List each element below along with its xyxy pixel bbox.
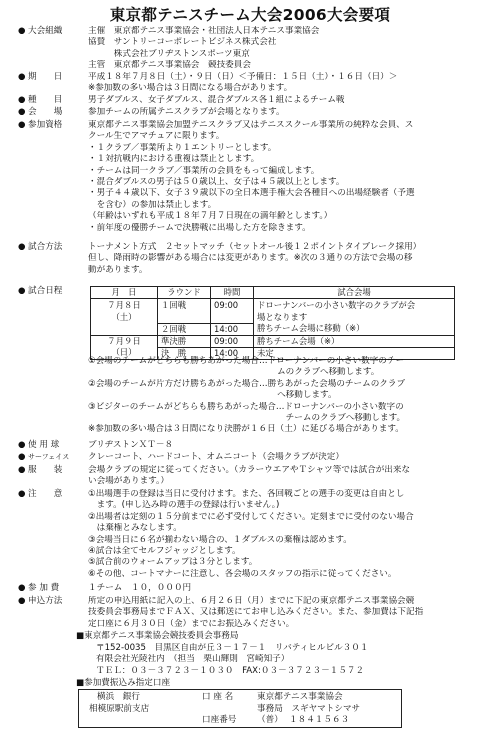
table-row: ２回戦 14:00 勝ちチーム会場に移動（※） [91, 323, 455, 335]
account-name: 東京都テニス事業協会 [257, 692, 343, 702]
bank-name: 横浜 銀行 [97, 692, 140, 702]
label-events: ● 種 目 [18, 95, 63, 105]
fee-body: １チーム １０，０００円 [88, 583, 192, 593]
label-format: ● 試合方法 [18, 242, 63, 252]
account-kana: 事務局 スギヤマトシマサ [257, 704, 361, 714]
label-surface: ● サーフェイス [18, 452, 70, 462]
label-eligibility: ● 参加資格 [18, 120, 63, 130]
table-row: ７月８日 １回戦 09:00 ドローナンバーの小さい数字のクラブが会 [91, 299, 455, 312]
label-attire: ● 服 装 [18, 465, 63, 475]
number-label: 口座番号 [202, 715, 237, 725]
bank-box [78, 689, 402, 728]
attire-body: 会場クラブの規定に従ってください。（カラーウエアやＴシャツ等では試合が出来な い会場があります。） [88, 465, 411, 487]
schedule-header-row: 月 日 ラウンド 時間 試合会場 [91, 287, 455, 299]
schedule-table [90, 286, 455, 360]
schedule-notes: ①会場のチームがどちらも勝ちあがった場合…ドローナンバーの小さい数字のチー ムのクラブへ移動します。 ②会場のチームが片方だけ勝ちあがった場合…勝ちあがった会場のチームのクラブ へ移動します。 ③ビジターのチームがどちらも勝ちあがった場合…ドローナンバーの小さい数字の チームのクラブへ移動します。 ※参加数の多い場合は３日間になり決勝が１６日（土）に延びる場合があります。 [88, 356, 406, 435]
document-title: 東京都テニスチーム大会2006大会要項 [109, 6, 391, 24]
account-label: 口 座 名 [202, 692, 234, 702]
label-fee: ● 参 加 費 [18, 583, 60, 593]
organization-body: 主催 東京都テニス事業協会・社団法人日本テニス事業協会 協賛 サントリーコーポレートビジネス株式会社 株式会社ブリヂストンスポーツ東京 主管 東京都テニス事業協会 競技委員会 [88, 26, 320, 71]
ball-body: ブリヂストンＸＴ－８ [88, 440, 174, 450]
table-row: （日） 決 勝 14:00 未定 [91, 347, 455, 359]
events-body: 男子ダブルス、女子ダブルス、混合ダブルス各１組によるチーム戦 [88, 95, 345, 105]
label-date: ● 期 日 [18, 72, 63, 82]
label-schedule: ● 試合日程 [18, 286, 63, 296]
label-application: ● 申込方法 [18, 596, 63, 606]
account-number: １８４１５６３ [289, 715, 350, 725]
bank-heading: ■参加費振込み指定口座 [76, 678, 171, 688]
number-type: （普） [257, 715, 283, 725]
label-organization: ● 大会組織 [18, 26, 63, 36]
surface-body: クレーコート、ハードコート、オムニコート（会場クラブが決定） [88, 452, 344, 462]
office-body: 〒152-0035 目黒区自由が丘３－１７－１ リバティヒルビル３０１ 有限会社光陵社内 （担当 栗山輝則 宮崎知子） ＴＥＬ：０３－３７２３－１０３０ FAX:０３－３７２３－１５７２ [96, 643, 369, 676]
label-notes: ● 注 意 [18, 489, 63, 499]
application-body: 所定の申込用紙に記入の上、６月２６日（月）までに下記の東京都テニス事業協会競 技委員会事務局までＦＡＸ、又は郵送にてお申し込みください。また、参加費は下記指 定口座に６月３０日（金）までにお振込みください。 [88, 596, 424, 629]
eligibility-body: 東京都テニス事業協会加盟テニスクラブ又はテニススクール事業所の純粋な会員、ス クール生でアマチュアに限ります。 ・１クラブ／事業所より１エントリーとします。 ・１対抗戦内における重複は禁止とします。 ・チームは同一クラブ／事業所の会員をもって編成します。 ・混合ダブルスの男子は５０歳以上、女子は４５歳以上とします。 ・男子４４歳以下、女子３９歳以下の全日本選手権大会各種目への出場経験者（予選 を含む）の参加は禁止します。 （年齢はいずれも平成１８年７月７日現在の満年齢とします。） ・前年度の優勝チームで決勝戦に出場した方を除きます。 [88, 120, 415, 233]
date-body: 平成１８年７月８日（土）・９日（日）＜予備日：１５日（土）・１６日（日）＞ ※参加数の多い場合は３日間になる場合があります。 [88, 72, 398, 94]
table-row: ７月９日 準決勝 09:00 勝ちチーム会場（※） [91, 335, 455, 347]
office-heading: ■東京都テニス事業協会競技委員会事務局 [76, 631, 239, 641]
notes-body: ①出場選手の登録は当日に受付けます。また、各回戦ごとの選手の変更は自由とし ます。(申し込み時の選手の登録は行いません。) ②出場者は定刻の１５分前までに必ず受付してください。定刻までに受付のない場合 は棄権とみなします。 ③会場当日に６名が揃わない場合の、１ダブルスの棄権は認めます。 ④試合は全てセルフジャッジとします。 ⑤試合前のウォームアップは３分とします。 ⑥その他、コートマナーに注意し、各会場のスタッフの指示に従ってください。 [88, 489, 414, 579]
format-body: トーナメント方式 ２セットマッチ（セットオール後１２ポイントタイブレーク採用） 但し、降雨時の影響がある場合には変更があります。※次の３通りの方法で会場の移 動があります。 [88, 242, 422, 275]
label-venue: ● 会 場 [18, 107, 63, 117]
label-ball: ● 使 用 球 [18, 440, 60, 450]
venue-body: 参加チームの所属テニスクラブが会場となります。 [88, 107, 285, 117]
bank-branch: 相模原駅前支店 [89, 704, 150, 714]
table-row: （土） 場となります [91, 312, 455, 324]
